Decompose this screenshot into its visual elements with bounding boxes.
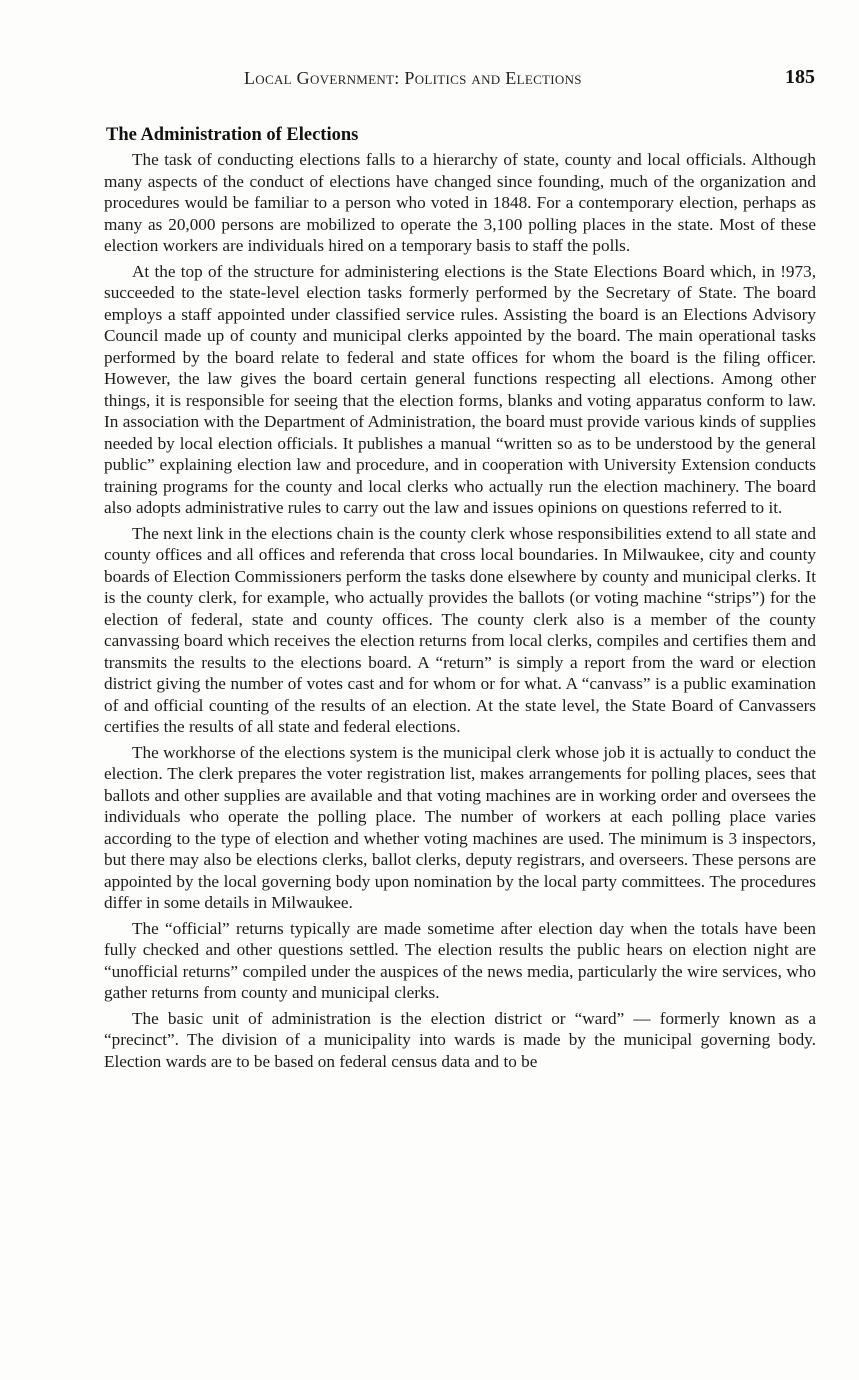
section-heading: The Administration of Elections — [106, 125, 359, 145]
paragraph: The “official” returns typically are made sometime after election day when the totals have been fully checked and other questions settled. The election results the public hears on election night are “unofficial returns” compiled under the auspices of the news media, particularly the wire services, who gather returns from county and municipal clerks. — [104, 918, 816, 1002]
paragraph: The task of conducting elections falls to a hierarchy of state, county and local officials. Although many aspects of the conduct of elections have changed since founding, much of the organization and procedures would be familiar to a person who voted in 1848. For a contemporary election, perhaps as many as 20,000 persons are mobilized to operate the 3,100 polling places in the state. Most of these election workers are individuals hired on a temporary basis to staff the polls. — [104, 150, 816, 255]
paragraph: The next link in the elections chain is the county clerk whose responsibilities extend to all state and county offices and all offices and referenda that cross local boundaries. In Milwaukee, city and county boards of Election Commissioners perform the tasks done elsewhere by county and municipal clerks. It is the county clerk, for example, who actually provides the ballots (or voting machine “strips”) for the election of federal, state and county offices. The county clerk also is a member of the county canvassing board which receives the election returns from local clerks, compiles and certifies them and transmits the results to the elections board. A “return” is simply a report from the ward or election district giving the number of votes cast and for whom or for what. A “canvass” is a public examination of and official counting of the results of an election. At the state level, the State Board of Canvassers certifies the results of all state and federal elections. — [104, 523, 816, 736]
running-head-title: Local Government: Politics and Elections — [244, 68, 582, 88]
paragraph: At the top of the structure for administering elections is the State Elections Board which, in !973, succeeded to the state-level election tasks formerly performed by the Secretary of State. The board employs a staff appointed under classified service rules. Assisting the board is an Elections Advisory Council made up of county and municipal clerks appointed by the board. The main operational tasks performed by the board relate to federal and state offices for whom the board is the filing officer. However, the law gives the board certain general functions respecting all elections. Among other things, it is responsible for seeing that the election forms, blanks and voting apparatus conform to law. In association with the Department of Administration, the board must provide various kinds of supplies needed by local election officials. It publishes a manual “written so as to be understood by the general public” explaining election law and procedure, and in cooperation with University Extension conducts training programs for the county and local clerks who actually run the election machinery. The board also adopts administrative rules to carry out the law and issues opinions on questions referred to it. — [104, 261, 816, 517]
body-text — [104, 149, 816, 1076]
page-number: 185 — [785, 66, 815, 88]
paragraph: The basic unit of administration is the election district or “ward” — formerly known as a “precinct”. The division of a municipality into wards is made by the municipal governing body. Election wards are to be based on federal census data and to be — [104, 1008, 816, 1071]
paragraph: The workhorse of the elections system is the municipal clerk whose job it is actually to conduct the election. The clerk prepares the voter registration list, makes arrangements for polling places, sees that ballots and other supplies are available and that voting machines are in working order and oversees the individuals who operate the polling place. The number of workers at each polling place varies according to the type of election and whether voting machines are used. The minimum is 3 inspectors, but there may also be elections clerks, ballot clerks, deputy registrars, and overseers. These persons are appointed by the local governing body upon nomination by the local party committees. The procedures differ in some details in Milwaukee. — [104, 742, 816, 912]
